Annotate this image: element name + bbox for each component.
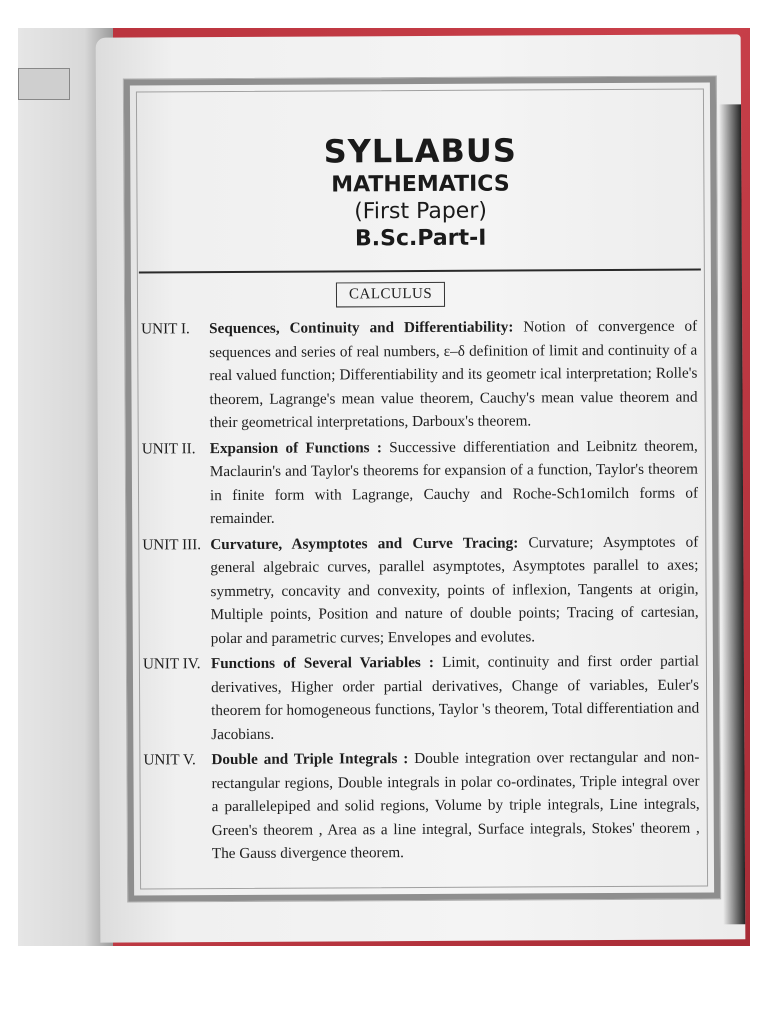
- page-border-frame: [124, 76, 720, 901]
- paper-title: (First Paper): [354, 198, 487, 225]
- unit-label: UNIT I.: [141, 320, 190, 338]
- unit-item: [143, 746, 700, 866]
- section-heading: CALCULUS: [336, 282, 445, 308]
- unit-item: [142, 434, 698, 531]
- unit-text: Double integration over rectangular and non-rectangular regions, Double integrals in polar co-ordinates, Triple integral over a parallelepiped and solid regions, Volume by triple integrals, Line integrals, Green's theorem , Area as a line integral, Surface integrals, Stokes' theorem , The Gauss divergence theorem.: [211, 748, 700, 863]
- unit-title: Curvature, Asymptotes and Curve Tracing:: [210, 533, 519, 553]
- unit-text: Successive differentiation and Leibnitz theorem, Maclaurin's and Taylor's theorems for expansion of a function, Taylor's theorem in finite form with Lagrange, Cauchy and Roche-Sch1omilch forms of remainder.: [209, 437, 699, 528]
- unit-item: [142, 530, 699, 650]
- class-title: B.Sc.Part-I: [354, 225, 487, 252]
- subject-title: MATHEMATICS: [331, 171, 510, 198]
- unit-title: Sequences, Continuity and Differentiability:: [209, 318, 514, 338]
- syllabus-page: [96, 34, 746, 942]
- unit-title: Double and Triple Integrals :: [211, 750, 409, 769]
- unit-label: UNIT IV.: [142, 655, 201, 673]
- unit-label: UNIT III.: [142, 535, 202, 553]
- unit-text: Curvature; Asymptotes of general algebraic curves, parallel asymptotes, Asymptotes parallel to axes; symmetry, concavity and convexity, points of inflexion, Tangents at origin, Multiple points, Position and nature of double points; Tracing of cartesian, polar and parametric curves; Envelopes and evolutes.: [210, 533, 699, 647]
- unit-label: UNIT II.: [141, 439, 196, 457]
- unit-text: Limit, continuity and first order partial derivatives, Higher order partial derivatives, Change of variables, Euler's theorem for homogeneous functions, Taylor 's theorem, Total differentiation and Jacobians.: [210, 652, 700, 743]
- photo-background: [18, 28, 750, 946]
- page-header: [130, 130, 711, 252]
- page-edge-shadow: [719, 104, 745, 924]
- unit-title: Expansion of Functions :: [209, 438, 382, 457]
- page-tab: [18, 68, 70, 100]
- unit-title: Functions of Several Variables :: [210, 653, 435, 673]
- unit-label: UNIT V.: [143, 751, 196, 769]
- page-title: SYLLABUS: [323, 131, 517, 171]
- unit-text: Notion of convergence of sequences and series of real numbers, ε–δ definition of limit and continuity of a real valued function; Differentiability and its geometr ical interpretation; Rolle's theorem, Lagrange's mean value theorem, Cauchy's mean value theorem and their geometrical interpretations, Darboux's theorem.: [209, 317, 698, 432]
- unit-item: [143, 650, 699, 747]
- units-list: [141, 315, 700, 868]
- unit-item: [141, 315, 698, 435]
